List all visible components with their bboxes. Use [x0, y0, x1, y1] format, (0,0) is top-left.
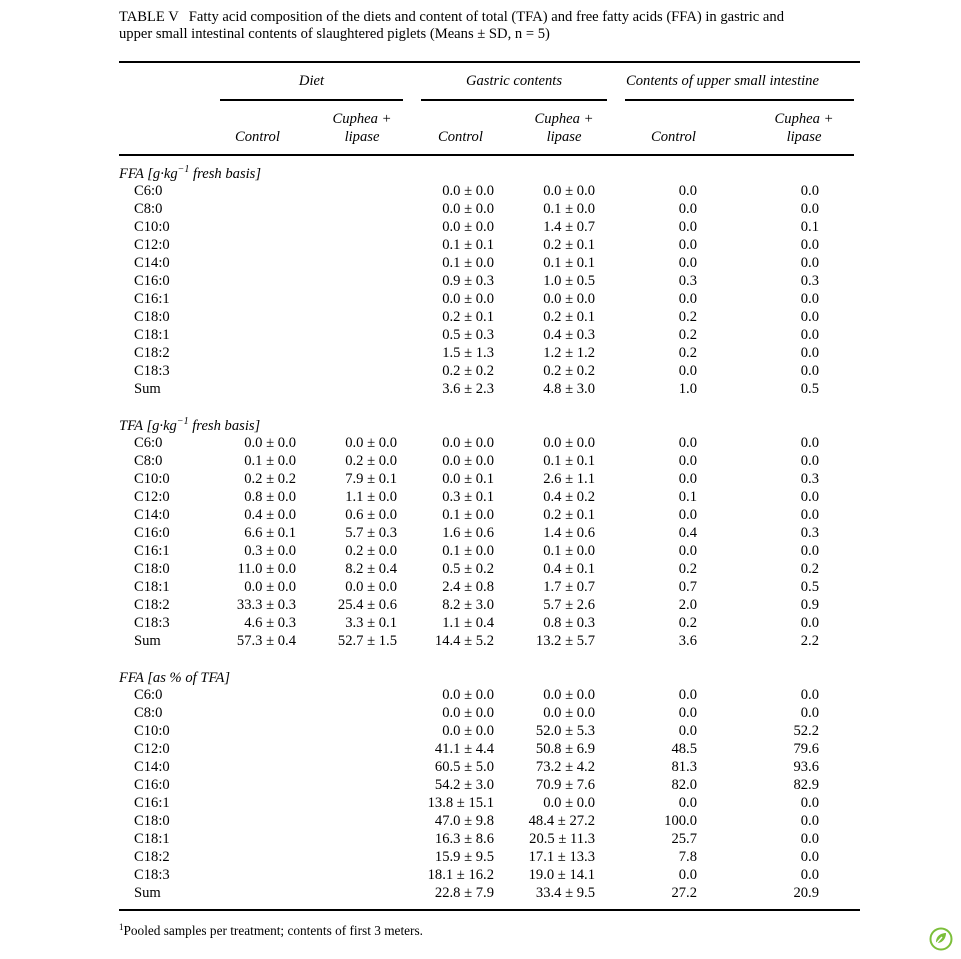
cell-gastric-control: 0.5 ± 0.3 [442, 327, 494, 343]
cell-gastric-cuphea: 0.0 ± 0.0 [543, 291, 595, 307]
cell-gastric-control: 60.5 ± 5.0 [434, 759, 494, 775]
header-bottom-rule [119, 154, 854, 156]
cell-intestine-control: 25.7 [671, 831, 697, 847]
cell-intestine-control: 0.2 [678, 309, 697, 325]
row-label: C18:0 [134, 309, 170, 325]
cell-gastric-cuphea: 17.1 ± 13.3 [528, 849, 595, 865]
row-label: C12:0 [134, 237, 170, 253]
cell-gastric-control: 0.0 ± 0.0 [442, 183, 494, 199]
cell-diet-cuphea: 0.2 ± 0.0 [345, 543, 397, 559]
cell-gastric-cuphea: 1.0 ± 0.5 [543, 273, 595, 289]
cell-intestine-control: 48.5 [671, 741, 697, 757]
cell-gastric-control: 0.0 ± 0.0 [442, 705, 494, 721]
cell-gastric-cuphea: 13.2 ± 5.7 [535, 633, 595, 649]
footnote-text: Pooled samples per treatment; contents of first 3 meters. [123, 923, 423, 938]
cell-intestine-cuphea: 0.0 [800, 237, 819, 253]
row-label: C12:0 [134, 489, 170, 505]
cell-gastric-cuphea: 73.2 ± 4.2 [535, 759, 595, 775]
cell-gastric-control: 0.1 ± 0.0 [442, 255, 494, 271]
cell-diet-control: 0.0 ± 0.0 [244, 579, 296, 595]
cell-intestine-cuphea: 0.3 [800, 525, 819, 541]
cell-intestine-cuphea: 0.1 [800, 219, 819, 235]
row-label: C18:2 [134, 597, 170, 613]
cell-intestine-cuphea: 0.0 [800, 795, 819, 811]
row-label: C18:2 [134, 345, 170, 361]
cell-gastric-cuphea: 0.1 ± 0.1 [543, 453, 595, 469]
gastric-group-rule [421, 99, 607, 101]
section-title: FFA [as % of TFA] [119, 670, 231, 686]
cell-intestine-control: 81.3 [671, 759, 697, 775]
section-title: TFA [g·kg [119, 418, 177, 434]
cell-gastric-control: 0.2 ± 0.2 [442, 363, 494, 379]
cell-gastric-cuphea: 19.0 ± 14.1 [528, 867, 595, 883]
cell-intestine-control: 0.0 [678, 867, 697, 883]
cell-gastric-control: 13.8 ± 15.1 [427, 795, 494, 811]
cell-diet-cuphea: 0.0 ± 0.0 [345, 435, 397, 451]
cell-intestine-cuphea: 0.0 [800, 705, 819, 721]
row-label: C16:0 [134, 525, 170, 541]
intestine-group-rule [625, 99, 854, 101]
cell-gastric-cuphea: 0.0 ± 0.0 [543, 705, 595, 721]
cell-intestine-control: 0.2 [678, 615, 697, 631]
cell-intestine-cuphea: 0.0 [800, 543, 819, 559]
cell-intestine-control: 0.2 [678, 345, 697, 361]
cell-intestine-control: 0.0 [678, 201, 697, 217]
diet-control-header: Control [235, 129, 280, 145]
section-title: FFA [g·kg [119, 166, 178, 182]
cell-intestine-cuphea: 79.6 [793, 741, 819, 757]
cell-gastric-cuphea: 70.9 ± 7.6 [535, 777, 595, 793]
cell-diet-cuphea: 3.3 ± 0.1 [345, 615, 397, 631]
row-label: C10:0 [134, 723, 170, 739]
row-label: C16:1 [134, 795, 170, 811]
cell-gastric-control: 0.0 ± 0.0 [442, 201, 494, 217]
cell-intestine-control: 0.0 [678, 183, 697, 199]
footnote-mark: 1 [119, 922, 124, 932]
cell-intestine-cuphea: 0.9 [800, 597, 819, 613]
table-caption [119, 9, 879, 43]
row-label: C14:0 [134, 759, 170, 775]
cell-gastric-control: 1.1 ± 0.4 [442, 615, 494, 631]
cell-intestine-cuphea: 52.2 [793, 723, 819, 739]
cell-intestine-cuphea: 20.9 [793, 885, 819, 901]
row-label: C10:0 [134, 219, 170, 235]
cell-intestine-control: 0.3 [678, 273, 697, 289]
row-label: C14:0 [134, 255, 170, 271]
cell-diet-control: 0.1 ± 0.0 [244, 453, 296, 469]
cell-diet-control: 0.4 ± 0.0 [244, 507, 296, 523]
cell-gastric-control: 22.8 ± 7.9 [434, 885, 494, 901]
cell-intestine-control: 0.0 [678, 723, 697, 739]
cell-gastric-cuphea: 4.8 ± 3.0 [543, 381, 595, 397]
cell-gastric-cuphea: 0.8 ± 0.3 [543, 615, 595, 631]
cell-intestine-control: 1.0 [678, 381, 697, 397]
cell-diet-cuphea: 1.1 ± 0.0 [345, 489, 397, 505]
cell-gastric-control: 0.1 ± 0.0 [442, 507, 494, 523]
cell-gastric-cuphea: 20.5 ± 11.3 [529, 831, 595, 847]
cell-gastric-cuphea: 33.4 ± 9.5 [535, 885, 595, 901]
cell-gastric-cuphea: 0.4 ± 0.2 [543, 489, 595, 505]
cell-diet-control: 33.3 ± 0.3 [236, 597, 296, 613]
row-label: C8:0 [134, 453, 163, 469]
cell-intestine-cuphea: 2.2 [800, 633, 819, 649]
cell-diet-cuphea: 7.9 ± 0.1 [345, 471, 397, 487]
cell-diet-cuphea: 52.7 ± 1.5 [337, 633, 397, 649]
cell-diet-control: 4.6 ± 0.3 [244, 615, 296, 631]
cell-gastric-cuphea: 0.0 ± 0.0 [543, 183, 595, 199]
cell-diet-cuphea: 0.0 ± 0.0 [345, 579, 397, 595]
section-heading [119, 418, 260, 435]
diet-cuphea-header [321, 110, 403, 146]
cell-intestine-cuphea: 0.0 [800, 849, 819, 865]
cell-gastric-control: 14.4 ± 5.2 [434, 633, 494, 649]
bottom-rule [119, 909, 860, 911]
cell-intestine-control: 2.0 [678, 597, 697, 613]
cell-gastric-cuphea: 0.2 ± 0.2 [543, 363, 595, 379]
cell-gastric-control: 41.1 ± 4.4 [434, 741, 494, 757]
cell-gastric-cuphea: 1.4 ± 0.6 [543, 525, 595, 541]
cell-intestine-cuphea: 82.9 [793, 777, 819, 793]
cell-diet-cuphea: 5.7 ± 0.3 [345, 525, 397, 541]
row-label: Sum [134, 381, 161, 397]
row-label: C18:1 [134, 579, 170, 595]
cell-gastric-cuphea: 0.0 ± 0.0 [543, 687, 595, 703]
cell-intestine-cuphea: 0.0 [800, 489, 819, 505]
row-label: C8:0 [134, 705, 163, 721]
cell-intestine-cuphea: 0.5 [800, 579, 819, 595]
cell-gastric-control: 18.1 ± 16.2 [427, 867, 494, 883]
cell-intestine-control: 0.1 [678, 489, 697, 505]
gastric-control-header: Control [438, 129, 483, 145]
row-label: C18:3 [134, 615, 170, 631]
row-label: C18:0 [134, 813, 170, 829]
row-label: C16:0 [134, 777, 170, 793]
cell-intestine-cuphea: 0.0 [800, 363, 819, 379]
cell-gastric-control: 15.9 ± 9.5 [434, 849, 494, 865]
cell-intestine-cuphea: 0.0 [800, 831, 819, 847]
cell-gastric-cuphea: 48.4 ± 27.2 [528, 813, 595, 829]
cell-diet-cuphea: 8.2 ± 0.4 [345, 561, 397, 577]
cell-gastric-control: 0.0 ± 0.0 [442, 723, 494, 739]
cuphea-header-line-2: lipase [786, 129, 822, 145]
cell-gastric-control: 3.6 ± 2.3 [442, 381, 494, 397]
caption-line-2: upper small intestinal contents of slaughtered piglets (Means ± SD, n = 5) [119, 26, 550, 42]
cell-diet-control: 0.0 ± 0.0 [244, 435, 296, 451]
cell-gastric-cuphea: 0.2 ± 0.1 [543, 237, 595, 253]
cell-intestine-control: 0.0 [678, 291, 697, 307]
section-heading [119, 670, 230, 687]
cell-gastric-cuphea: 0.0 ± 0.0 [543, 795, 595, 811]
intestine-control-header: Control [651, 129, 696, 145]
cell-gastric-control: 47.0 ± 9.8 [434, 813, 494, 829]
cell-intestine-control: 0.7 [678, 579, 697, 595]
cuphea-header-line-1: Cuphea + [332, 111, 392, 127]
cell-gastric-cuphea: 0.1 ± 0.0 [543, 201, 595, 217]
cell-gastric-control: 0.0 ± 0.0 [442, 219, 494, 235]
cuphea-header-line-2: lipase [344, 129, 380, 145]
cell-diet-control: 11.0 ± 0.0 [237, 561, 296, 577]
cell-intestine-cuphea: 0.5 [800, 381, 819, 397]
cell-intestine-cuphea: 0.3 [800, 471, 819, 487]
row-label: C18:2 [134, 849, 170, 865]
cell-diet-control: 0.8 ± 0.0 [244, 489, 296, 505]
intestine-header: Contents of upper small intestine [626, 73, 819, 89]
cell-gastric-cuphea: 0.4 ± 0.3 [543, 327, 595, 343]
cell-intestine-control: 0.2 [678, 327, 697, 343]
cell-gastric-cuphea: 50.8 ± 6.9 [535, 741, 595, 757]
cuphea-header-line-1: Cuphea + [534, 111, 594, 127]
cell-intestine-control: 7.8 [678, 849, 697, 865]
cell-gastric-control: 16.3 ± 8.6 [434, 831, 494, 847]
intestine-cuphea-header [762, 110, 846, 146]
row-label: Sum [134, 633, 161, 649]
cell-gastric-control: 0.0 ± 0.0 [442, 435, 494, 451]
cell-intestine-cuphea: 0.0 [800, 687, 819, 703]
cell-gastric-cuphea: 1.4 ± 0.7 [543, 219, 595, 235]
cell-intestine-cuphea: 0.0 [800, 615, 819, 631]
cell-diet-cuphea: 0.6 ± 0.0 [345, 507, 397, 523]
cell-gastric-cuphea: 1.7 ± 0.7 [543, 579, 595, 595]
cell-intestine-control: 0.0 [678, 705, 697, 721]
cell-gastric-control: 0.0 ± 0.1 [442, 471, 494, 487]
cell-intestine-cuphea: 0.0 [800, 255, 819, 271]
row-label: C16:1 [134, 291, 170, 307]
cell-intestine-control: 3.6 [678, 633, 697, 649]
cell-gastric-cuphea: 0.0 ± 0.0 [543, 435, 595, 451]
cell-intestine-control: 0.0 [678, 507, 697, 523]
row-label: C16:0 [134, 273, 170, 289]
cell-intestine-control: 0.0 [678, 363, 697, 379]
cell-gastric-cuphea: 5.7 ± 2.6 [543, 597, 595, 613]
cell-intestine-control: 100.0 [664, 813, 697, 829]
cell-gastric-control: 0.3 ± 0.1 [442, 489, 494, 505]
row-label: C6:0 [134, 183, 163, 199]
cell-intestine-control: 0.0 [678, 687, 697, 703]
cell-intestine-control: 0.0 [678, 219, 697, 235]
row-label: C14:0 [134, 507, 170, 523]
cell-gastric-cuphea: 0.2 ± 0.1 [543, 507, 595, 523]
cell-intestine-control: 0.0 [678, 237, 697, 253]
cell-intestine-cuphea: 0.2 [800, 561, 819, 577]
cell-intestine-cuphea: 93.6 [793, 759, 819, 775]
cell-gastric-control: 1.5 ± 1.3 [442, 345, 494, 361]
section-heading [119, 166, 261, 183]
cell-gastric-control: 0.5 ± 0.2 [442, 561, 494, 577]
row-label: C18:1 [134, 327, 170, 343]
cell-gastric-control: 0.2 ± 0.1 [442, 309, 494, 325]
cell-intestine-cuphea: 0.0 [800, 309, 819, 325]
row-label: C16:1 [134, 543, 170, 559]
cell-gastric-control: 0.1 ± 0.0 [442, 543, 494, 559]
cell-diet-control: 0.3 ± 0.0 [244, 543, 296, 559]
cell-intestine-control: 27.2 [671, 885, 697, 901]
cell-intestine-cuphea: 0.0 [800, 435, 819, 451]
cell-intestine-control: 0.0 [678, 453, 697, 469]
row-label: C18:0 [134, 561, 170, 577]
cell-intestine-cuphea: 0.0 [800, 345, 819, 361]
cell-intestine-cuphea: 0.0 [800, 453, 819, 469]
section-title-end: fresh basis] [189, 166, 262, 182]
table-label: TABLE V [119, 9, 179, 25]
footnote [119, 923, 423, 939]
row-label: C6:0 [134, 687, 163, 703]
cell-intestine-control: 82.0 [671, 777, 697, 793]
row-label: C18:1 [134, 831, 170, 847]
cell-intestine-cuphea: 0.0 [800, 183, 819, 199]
caption-line-1: Fatty acid composition of the diets and content of total (TFA) and free fatty acids (FFA) in gastric and [188, 9, 784, 25]
cell-gastric-cuphea: 2.6 ± 1.1 [543, 471, 595, 487]
cell-gastric-cuphea: 0.1 ± 0.0 [543, 543, 595, 559]
cell-gastric-control: 8.2 ± 3.0 [442, 597, 494, 613]
cell-intestine-control: 0.2 [678, 561, 697, 577]
cell-gastric-cuphea: 0.4 ± 0.1 [543, 561, 595, 577]
cell-intestine-control: 0.0 [678, 255, 697, 271]
cell-intestine-control: 0.0 [678, 471, 697, 487]
cell-intestine-cuphea: 0.0 [800, 327, 819, 343]
leaf-logo-icon [929, 927, 953, 951]
diet-group-rule [220, 99, 403, 101]
cell-intestine-cuphea: 0.0 [800, 507, 819, 523]
cell-intestine-cuphea: 0.0 [800, 291, 819, 307]
cell-diet-control: 57.3 ± 0.4 [236, 633, 296, 649]
section-title-end: fresh basis] [188, 418, 261, 434]
section-title-superscript: −1 [176, 416, 189, 427]
diet-header: Diet [298, 73, 325, 89]
cell-gastric-control: 0.0 ± 0.0 [442, 687, 494, 703]
row-label: C6:0 [134, 435, 163, 451]
cell-gastric-control: 0.0 ± 0.0 [442, 453, 494, 469]
cell-diet-cuphea: 0.2 ± 0.0 [345, 453, 397, 469]
row-label: C18:3 [134, 867, 170, 883]
cell-intestine-control: 0.0 [678, 795, 697, 811]
gastric-header: Gastric contents [465, 73, 563, 89]
cuphea-header-line-2: lipase [546, 129, 582, 145]
cell-gastric-cuphea: 0.1 ± 0.1 [543, 255, 595, 271]
row-label: Sum [134, 885, 161, 901]
cell-gastric-cuphea: 0.2 ± 0.1 [543, 309, 595, 325]
row-label: C18:3 [134, 363, 170, 379]
cell-gastric-control: 54.2 ± 3.0 [434, 777, 494, 793]
cell-gastric-control: 2.4 ± 0.8 [442, 579, 494, 595]
cell-intestine-control: 0.4 [678, 525, 697, 541]
cell-gastric-cuphea: 52.0 ± 5.3 [535, 723, 595, 739]
gastric-cuphea-header [522, 110, 606, 146]
row-label: C12:0 [134, 741, 170, 757]
cell-gastric-control: 0.1 ± 0.1 [442, 237, 494, 253]
top-rule [119, 61, 860, 63]
cuphea-header-line-1: Cuphea + [774, 111, 834, 127]
cell-diet-cuphea: 25.4 ± 0.6 [337, 597, 397, 613]
cell-intestine-cuphea: 0.0 [800, 201, 819, 217]
cell-intestine-control: 0.0 [678, 543, 697, 559]
cell-gastric-control: 1.6 ± 0.6 [442, 525, 494, 541]
row-label: C10:0 [134, 471, 170, 487]
row-label: C8:0 [134, 201, 163, 217]
cell-intestine-control: 0.0 [678, 435, 697, 451]
cell-intestine-cuphea: 0.0 [800, 813, 819, 829]
cell-diet-control: 0.2 ± 0.2 [244, 471, 296, 487]
cell-intestine-cuphea: 0.3 [800, 273, 819, 289]
cell-gastric-control: 0.0 ± 0.0 [442, 291, 494, 307]
cell-gastric-control: 0.9 ± 0.3 [442, 273, 494, 289]
cell-diet-control: 6.6 ± 0.1 [244, 525, 296, 541]
cell-intestine-cuphea: 0.0 [800, 867, 819, 883]
section-title-superscript: −1 [177, 164, 190, 175]
cell-gastric-cuphea: 1.2 ± 1.2 [543, 345, 595, 361]
